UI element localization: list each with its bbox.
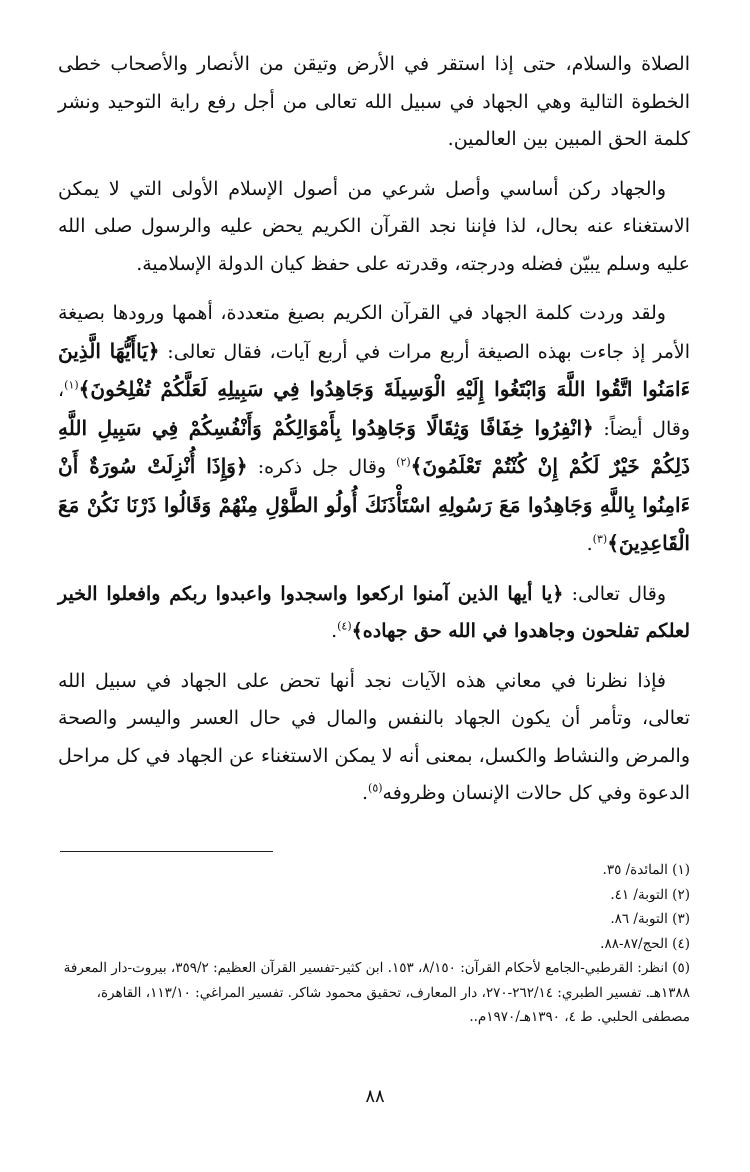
page-number: ٨٨ xyxy=(365,1086,385,1107)
paragraph-1: الصلاة والسلام، حتى إذا استقر في الأرض وتيقن من الأنصار والأصحاب خطى الخطوة التالية وهي الجهاد في سبيل الله تعالى من أجل رفع راية التوحيد ونشر كلمة الحق المبين بين العالمين. xyxy=(58,53,690,150)
footnote-5: (٥) انظر: القرطبي-الجامع لأحكام القرآن: ٨/١٥٠، ١٥٣. ابن كثير-تفسير القرآن العظيم: ٣٥٩/٢، بيروت-دار المعرفة ١٣٨٨هـ. تفسير الطبري: ٢٦٢/١٤-٢٧٠، دار المعارف، تحقيق محمود شاكر. تفسير المراغي: ١١٣/١٠، القاهرة، مصطفى الحلبي. ط ٤، ١٣٩٠هـ/١٩٧٠م.. xyxy=(63,960,690,1025)
footnote-ref-2[interactable]: (٢) xyxy=(396,455,411,469)
footnote-ref-1[interactable]: (١) xyxy=(64,378,79,392)
paragraph-4-end: . xyxy=(331,620,338,642)
verse-tawbah-41: ﴿انْفِرُوا خِفَافًا وَثِقَالًا وَجَاهِدُوا بِأَمْوَالِكُمْ وَأَنْفُسِكُمْ فِي سَبِيلِ اللَّهِ ذَلِكُمْ خَيْرٌ لَكُمْ إِنْ كُنْتُمْ تَعْلَمُونَ﴾ xyxy=(58,415,691,478)
paragraph-3-intro: ولقد وردت كلمة الجهاد في القرآن الكريم بصيغ متعددة، أهمها ورودها بصيغة الأمر إذ جاءت بهذه الصيغة أربع مرات في أربع آيات، فقال تعالى: xyxy=(58,302,691,363)
footnote-1: (١) المائدة/ ٣٥. xyxy=(602,862,690,878)
verse-hajj-77: ﴿يا أيها الذين آمنوا اركعوا واسجدوا واعبدوا ربكم وافعلوا الخير لعلكم تفلحون وجاهدوا في الله حق جهاده﴾ xyxy=(58,582,690,642)
footnote-3: (٣) التوبة/ ٨٦. xyxy=(610,911,690,927)
footnotes xyxy=(58,858,690,1030)
paragraph-3-end: . xyxy=(586,533,593,555)
paragraph-3 xyxy=(58,295,690,564)
paragraph-3-mid-2: وقال جل ذكره: xyxy=(257,456,397,478)
footnote-ref-3[interactable]: (٣) xyxy=(592,532,608,546)
footnote-ref-4[interactable]: (٤) xyxy=(337,619,352,633)
paragraph-5-end: . xyxy=(361,782,369,804)
verse-tawbah-86: ﴿وَإِذَا أُنْزِلَتْ سُورَةٌ أَنْ ءَامِنُوا بِاللَّهِ وَجَاهِدُوا مَعَ رَسُولِهِ اسْتَأْذَنَكَ أُولُو الطَّوْلِ مِنْهُمْ وَقَالُوا ذَرْنَا نَكُنْ مَعَ الْقَاعِدِينَ﴾ xyxy=(58,454,690,555)
footnote-2: (٢) التوبة/ ٤١. xyxy=(610,886,690,903)
page-body xyxy=(58,46,690,825)
footnote-divider xyxy=(60,851,273,852)
paragraph-2: والجهاد ركن أساسي وأصل شرعي من أصول الإسلام الأولى التي لا يمكن الاستغناء عنه بحال، لذا فإننا نجد القرآن الكريم يحض عليه والرسول صلى الله عليه وسلم يبيّن فضله ودرجته، وقدرته على حفظ كيان الدولة الإسلامية. xyxy=(58,177,690,275)
paragraph-4-intro: وقال تعالى: xyxy=(571,582,666,605)
verse-maidah-35: ﴿يَاأَيُّهَا الَّذِينَ ءَامَنُوا اتَّقُوا اللَّهَ وَابْتَغُوا إِلَيْهِ الْوَسِيلَةَ وَجَاهِدُوا فِي سَبِيلِهِ لَعَلَّكُمْ تُفْلِحُونَ﴾ xyxy=(58,338,690,401)
footnote-ref-5[interactable]: (٥) xyxy=(368,781,383,795)
paragraph-3-mid-1: ، وقال أيضاً: xyxy=(58,379,690,440)
paragraph-4 xyxy=(58,576,690,651)
footnote-4: (٤) الحج/٨٧-٨٨. xyxy=(600,935,690,952)
paragraph-5-text: فإذا نظرنا في معاني هذه الآيات نجد أنها تحض على الجهاد في سبيل الله تعالى، وتأمر أن يكون الجهاد بالنفس والمال في حال العسر واليسر والصحة والمرض والنشاط والكسل، بمعنى أنه لا يمكن الاستغناء عن الجهاد في كل مراحل الدعوة وفي كل حالات الإنسان وظروفه xyxy=(58,669,690,804)
paragraph-5 xyxy=(58,663,690,813)
